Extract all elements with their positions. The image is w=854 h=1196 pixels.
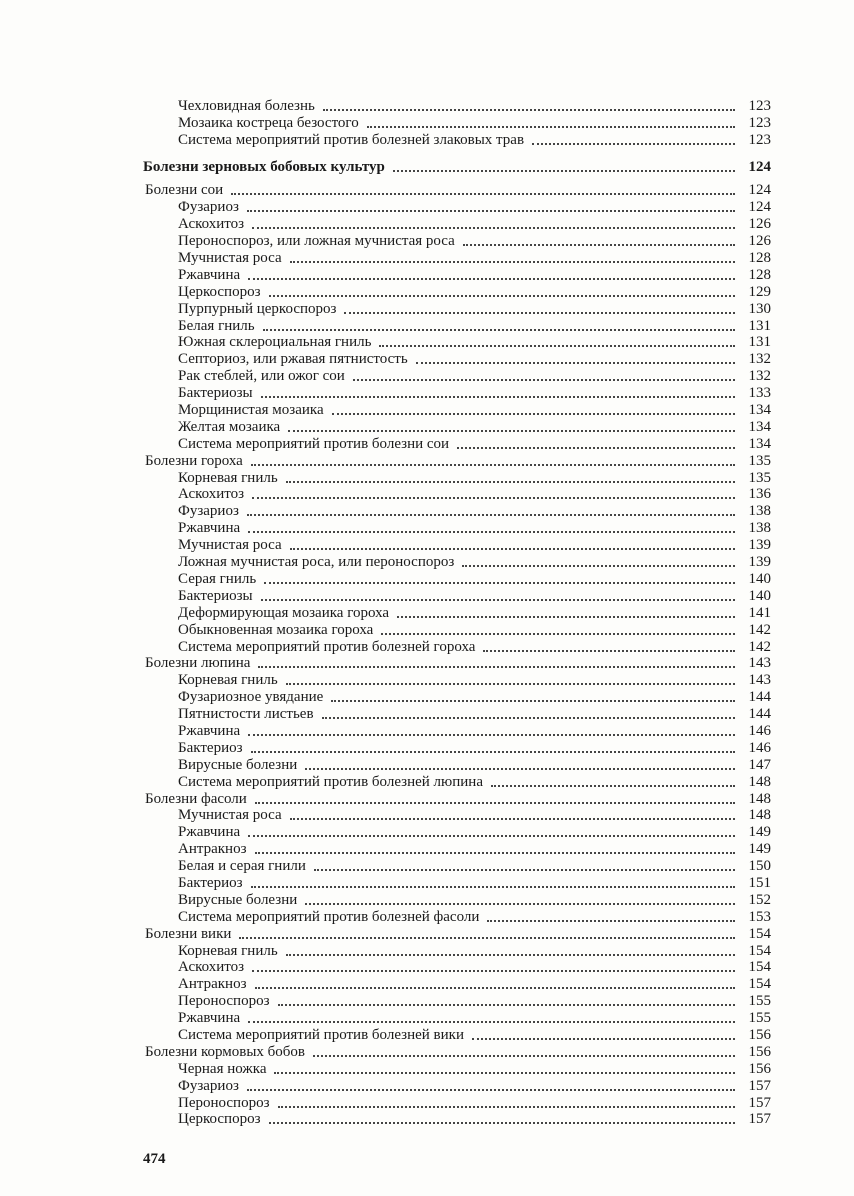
dot-leader [314,869,735,871]
toc-entry [143,840,771,857]
toc-entry [143,587,771,604]
toc-entry [143,367,771,384]
toc-entry-page: 146 [748,722,771,739]
toc-entry-title: Аскохитоз [178,959,245,976]
toc-entry-title: Фузариозное увядание [178,689,324,706]
toc-entry-page: 126 [748,233,771,250]
toc-entry-page: 148 [748,773,771,790]
dot-leader [416,362,735,364]
dot-leader [332,413,735,415]
dot-leader [379,345,735,347]
toc-entry-page: 148 [748,807,771,824]
toc-entry-page: 128 [748,266,771,283]
dot-leader [269,295,736,297]
toc-entry-title: Болезни гороха [145,452,243,469]
dot-leader [367,126,735,128]
toc-entry-title: Мучнистая роса [178,537,282,554]
toc-entry-title: Мозаика костреца безостого [178,114,359,131]
dot-leader [263,329,735,331]
toc-entry-page: 135 [748,469,771,486]
toc-entry-page: 154 [748,959,771,976]
toc-entry-page: 152 [748,891,771,908]
toc-entry-title: Аскохитоз [178,486,245,503]
dot-leader [353,379,735,381]
dot-leader [251,464,735,466]
dot-leader [457,447,735,449]
toc-chapter-entry [143,790,771,807]
toc-entry-title: Ржавчина [178,520,241,537]
toc-entry-title: Мучнистая роса [178,807,282,824]
toc-entry-page: 143 [748,655,771,672]
toc-entry [143,350,771,367]
toc-entry-page: 156 [748,1060,771,1077]
toc-entry-title: Болезни фасоли [145,790,247,807]
dot-leader [290,261,735,263]
toc-entry [143,114,771,131]
toc-entry-page: 123 [748,97,771,114]
toc-entry-title: Система мероприятий против болезней вики [178,1026,464,1043]
dot-leader [251,886,735,888]
toc-entry-page: 136 [748,486,771,503]
toc-entry-title: Корневая гниль [178,672,278,689]
toc-entry-page: 144 [748,706,771,723]
toc-entry-title: Бактериозы [178,385,253,402]
toc-entry-title: Ложная мучнистая роса, или пероноспороз [178,554,455,571]
toc-entry [143,621,771,638]
toc-entry [143,266,771,283]
toc-chapter-entry [143,182,771,199]
toc-entry-title: Бактериозы [178,587,253,604]
toc-entry-page: 141 [748,604,771,621]
dot-leader [393,170,735,172]
toc-entry-page: 148 [748,790,771,807]
toc-entry-page: 134 [748,435,771,452]
toc-entry [143,215,771,232]
toc-entry [143,1111,771,1128]
toc-entry [143,874,771,891]
dot-leader [248,531,735,533]
toc-entry-title: Система мероприятий против болезней люпина [178,773,483,790]
toc-entry-title: Рак стеблей, или ожог сои [178,368,345,385]
toc-entry-page: 132 [748,368,771,385]
toc-entry-title: Система мероприятий против болезней злаковых трав [178,131,525,148]
dot-leader [269,1122,736,1124]
toc-entry-page: 143 [748,672,771,689]
toc-entry [143,756,771,773]
dot-leader [331,700,735,702]
toc-entry-page: 123 [748,131,771,148]
toc-chapter-entry [143,452,771,469]
toc-entry-page: 155 [748,1010,771,1027]
toc-entry-page: 129 [748,283,771,300]
toc-entry-page: 149 [748,824,771,841]
dot-leader [397,616,735,618]
toc-entry [143,1009,771,1026]
toc-entry [143,536,771,553]
toc-entry-title: Бактериоз [178,874,243,891]
toc-entry-title: Морщинистая мозаика [178,402,324,419]
toc-entry-title: Пероноспороз [178,993,270,1010]
dot-leader [288,430,735,432]
toc-entry-page: 134 [748,418,771,435]
toc-entry-title: Южная склероциальная гниль [178,334,372,351]
toc-entry-page: 142 [748,638,771,655]
toc-entry [143,249,771,266]
dot-leader [286,683,735,685]
toc-chapter-entry [143,1043,771,1060]
toc-chapter-entry [143,655,771,672]
toc-entry [143,942,771,959]
toc-entry-page: 140 [748,587,771,604]
dot-leader [247,1089,735,1091]
toc-entry-title: Антракноз [178,976,247,993]
dot-leader [532,143,735,145]
dot-leader [462,565,735,567]
toc-entry-page: 131 [748,334,771,351]
toc-entry [143,317,771,334]
dot-leader [472,1038,735,1040]
page-number: 474 [143,1151,166,1167]
dot-leader [255,987,736,989]
toc-entry [143,959,771,976]
toc-entry [143,469,771,486]
toc-entry-page: 144 [748,689,771,706]
toc-entry [143,1060,771,1077]
toc-entry-page: 142 [748,621,771,638]
toc-entry-title: Обыкновенная мозаика гороха [178,621,374,638]
toc-entry [143,739,771,756]
toc-entry-title: Система мероприятий против болезни сои [178,435,450,452]
toc-entry [143,604,771,621]
dot-leader [264,582,735,584]
toc-entry-title: Аскохитоз [178,216,245,233]
dot-leader [381,633,735,635]
toc-entry-title: Пероноспороз [178,1094,270,1111]
toc-entry-title: Пурпурный церкоспороз [178,300,337,317]
dot-leader [231,193,735,195]
dot-leader [248,1021,735,1023]
dot-leader [252,970,735,972]
toc-entry [143,992,771,1009]
dot-leader [261,599,735,601]
dot-leader [286,481,735,483]
toc-section-heading [143,158,771,175]
toc-entry-title: Церкоспороз [178,283,261,300]
toc-entry-page: 146 [748,739,771,756]
table-of-contents [143,97,771,1127]
toc-entry-title: Система мероприятий против болезней фасоли [178,908,480,925]
toc-entry-page: 140 [748,570,771,587]
toc-entry-title: Белая гниль [178,317,255,334]
toc-entry-page: 139 [748,537,771,554]
dot-leader [261,396,735,398]
toc-entry-title: Ржавчина [178,266,241,283]
dot-leader [248,734,735,736]
toc-entry-page: 139 [748,554,771,571]
toc-entry-page: 154 [748,976,771,993]
toc-entry-title: Пятнистости листьев [178,706,314,723]
dot-leader [491,785,735,787]
toc-entry-title: Мучнистая роса [178,250,282,267]
toc-entry [143,384,771,401]
toc-entry-title: Белая и серая гнили [178,858,306,875]
toc-entry [143,823,771,840]
toc-entry-title: Болезни кормовых бобов [145,1043,306,1060]
toc-entry [143,807,771,824]
toc-entry-page: 138 [748,520,771,537]
toc-entry-title: Болезни зерновых бобовых культур [143,158,385,175]
toc-entry-page: 147 [748,756,771,773]
toc-entry-title: Ржавчина [178,824,241,841]
toc-entry [143,131,771,148]
toc-entry-title: Деформирующая мозаика гороха [178,604,390,621]
dot-leader [255,852,736,854]
toc-entry [143,418,771,435]
toc-entry-title: Болезни вики [145,925,232,942]
dot-leader [322,717,735,719]
toc-entry-title: Вирусные болезни [178,756,298,773]
toc-entry-page: 131 [748,317,771,334]
toc-entry-page: 154 [748,925,771,942]
toc-entry-title: Пероноспороз, или ложная мучнистая роса [178,233,455,250]
toc-entry [143,908,771,925]
dot-leader [247,210,735,212]
dot-leader [248,835,735,837]
toc-entry [143,688,771,705]
dot-leader [252,497,735,499]
toc-entry [143,638,771,655]
toc-entry [143,97,771,114]
dot-leader [274,1072,735,1074]
toc-entry-title: Ржавчина [178,1010,241,1027]
toc-entry-title: Корневая гниль [178,942,278,959]
toc-entry [143,232,771,249]
toc-entry [143,553,771,570]
toc-entry [143,334,771,351]
toc-entry [143,975,771,992]
dot-leader [305,768,735,770]
toc-entry [143,1077,771,1094]
toc-entry-page: 123 [748,114,771,131]
toc-entry-title: Фузариоз [178,1077,239,1094]
toc-entry-page: 124 [748,158,771,175]
toc-entry [143,570,771,587]
dot-leader [483,650,735,652]
toc-entry [143,486,771,503]
dot-leader [247,514,735,516]
toc-entry [143,401,771,418]
dot-leader [255,802,735,804]
toc-entry-page: 138 [748,503,771,520]
toc-entry [143,283,771,300]
dot-leader [251,751,735,753]
toc-entry-page: 157 [748,1094,771,1111]
toc-entry [143,502,771,519]
toc-entry-title: Желтая мозаика [178,418,281,435]
dot-leader [323,109,735,111]
toc-entry-title: Антракноз [178,841,247,858]
toc-entry-title: Черная ножка [178,1060,267,1077]
toc-entry [143,300,771,317]
toc-entry-page: 134 [748,402,771,419]
dot-leader [463,244,735,246]
toc-entry-page: 135 [748,452,771,469]
toc-entry-title: Болезни люпина [145,655,251,672]
toc-entry-title: Церкоспороз [178,1111,261,1128]
dot-leader [248,278,735,280]
toc-entry-page: 154 [748,942,771,959]
toc-entry-page: 124 [748,182,771,199]
toc-entry [143,519,771,536]
toc-entry [143,671,771,688]
toc-entry-title: Болезни сои [145,182,224,199]
dot-leader [313,1055,735,1057]
toc-entry-title: Ржавчина [178,722,241,739]
toc-entry [143,1026,771,1043]
toc-entry-page: 151 [748,874,771,891]
toc-entry-page: 156 [748,1043,771,1060]
dot-leader [278,1004,735,1006]
toc-entry-page: 149 [748,841,771,858]
dot-leader [305,903,735,905]
toc-entry-title: Система мероприятий против болезней гороха [178,638,476,655]
toc-entry-page: 130 [748,300,771,317]
toc-entry-title: Вирусные болезни [178,891,298,908]
toc-entry-title: Септориоз, или ржавая пятнистость [178,351,408,368]
toc-entry-page: 153 [748,908,771,925]
toc-entry-page: 150 [748,858,771,875]
dot-leader [258,666,735,668]
toc-entry-title: Фузариоз [178,199,239,216]
dot-leader [487,920,735,922]
toc-entry-page: 157 [748,1077,771,1094]
toc-entry-page: 124 [748,199,771,216]
toc-entry [143,722,771,739]
toc-entry-page: 126 [748,216,771,233]
toc-entry-title: Серая гниль [178,570,257,587]
dot-leader [252,227,735,229]
toc-entry [143,857,771,874]
toc-entry-page: 155 [748,993,771,1010]
dot-leader [290,548,735,550]
dot-leader [344,312,735,314]
toc-entry [143,891,771,908]
dot-leader [239,937,735,939]
toc-entry-page: 132 [748,351,771,368]
toc-entry [143,435,771,452]
toc-entry-page: 133 [748,385,771,402]
toc-entry-page: 157 [748,1111,771,1128]
toc-entry-page: 128 [748,250,771,267]
dot-leader [290,818,735,820]
toc-entry-page: 156 [748,1026,771,1043]
toc-entry [143,198,771,215]
toc-entry-title: Фузариоз [178,503,239,520]
toc-entry [143,1094,771,1111]
toc-entry-title: Бактериоз [178,739,243,756]
toc-entry-title: Корневая гниль [178,469,278,486]
dot-leader [286,954,735,956]
toc-chapter-entry [143,925,771,942]
toc-entry-title: Чехловидная болезнь [178,97,315,114]
toc-entry [143,773,771,790]
dot-leader [278,1106,735,1108]
toc-entry [143,705,771,722]
